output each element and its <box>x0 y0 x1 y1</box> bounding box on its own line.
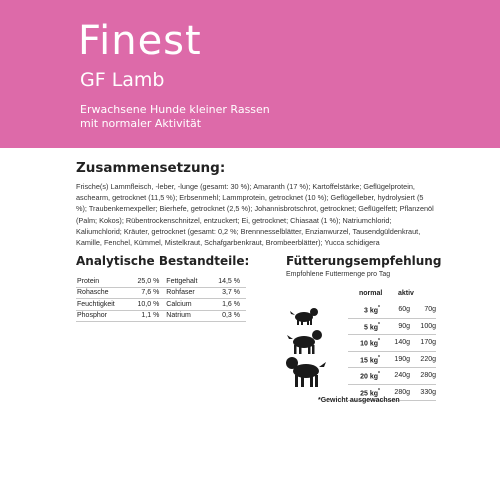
large-dog-icon <box>286 357 326 387</box>
header-banner <box>0 0 500 148</box>
analysis-value: 0,3 % <box>208 310 246 322</box>
weight-cell <box>348 302 384 318</box>
normal-amount: 190g <box>384 351 410 368</box>
composition-title: Zusammensetzung: <box>76 160 226 176</box>
weight-value: 10 kg <box>360 340 379 348</box>
analysis-label: Rohfaser <box>165 287 208 299</box>
column-header-normal: normal <box>359 290 383 297</box>
analysis-value: 25,0 % <box>128 276 166 287</box>
tagline-line-2: mit normaler Aktivität <box>80 117 202 130</box>
analysis-value: 1,6 % <box>208 299 246 311</box>
weight-cell <box>348 318 384 335</box>
table-row <box>348 318 436 335</box>
active-amount: 170g <box>410 335 436 352</box>
weight-cell <box>348 335 384 352</box>
table-row <box>348 351 436 368</box>
medium-dog-icon <box>287 330 322 354</box>
analysis-label: Calcium <box>165 299 208 311</box>
tagline <box>80 103 400 131</box>
table-row <box>348 302 436 318</box>
composition-text: Frische(s) Lammfleisch, -leber, -lunge (gesamt: 30 %); Amaranth (17 %); Kartoffelstärke; Geflügelprotein, aschearm, getrocknet (11,5 %); Erbsenmehl; Lammprotein, getrocknet (10 %); Geflügelleber, hydrolysiert (5 %); Traubenkernexpeller; Bierhefe, getrocknet (2,5 %); Johannisbrotschrot, getrocknet; Geflügelfett; Pflanzenöl (Palm; Kokos); Rübentrockenschnitzel, entzuckert; Ei, getrocknet; Chiasaat (1 %); Natriumchlorid; Kaliumchlorid; Kräuter, getrocknet (gesamt: 0,2 %; Brennnesselblätter, Enzianwurzel, Tausendgüldenkraut, Kamille, Fenchel, Kümmel, Mistelkraut, Schafgarbenkraut, Brombeerblätter); Yucca schidigera <box>76 182 434 248</box>
table-row <box>76 299 246 311</box>
normal-amount: 280g <box>384 384 410 401</box>
tagline-line-1: Erwachsene Hunde kleiner Rassen <box>80 103 270 116</box>
weight-value: 5 kg <box>364 323 379 331</box>
weight-cell <box>348 368 384 385</box>
active-amount: 330g <box>410 384 436 401</box>
analysis-label: Phosphor <box>76 310 128 322</box>
active-amount: 70g <box>410 302 436 318</box>
weight-mark: * <box>378 305 380 312</box>
small-dog-icon <box>290 308 318 325</box>
active-amount: 220g <box>410 351 436 368</box>
weight-value: 15 kg <box>360 356 379 364</box>
column-header-active: aktiv <box>398 290 414 297</box>
feeding-table <box>348 302 436 401</box>
weight-mark: * <box>378 354 380 361</box>
active-amount: 100g <box>410 318 436 335</box>
feeding-title: Fütterungsempfehlung <box>286 254 442 268</box>
analysis-label: Fettgehalt <box>165 276 208 287</box>
active-amount: 280g <box>410 368 436 385</box>
analysis-value: 1,1 % <box>128 310 166 322</box>
weight-mark: * <box>378 321 380 328</box>
analysis-value: 3,7 % <box>208 287 246 299</box>
variant-title: GF Lamb <box>80 69 165 91</box>
analysis-value: 7,6 % <box>128 287 166 299</box>
weight-value: 25 kg <box>360 389 379 397</box>
table-row <box>76 276 246 287</box>
table-row <box>76 310 246 322</box>
table-row <box>348 368 436 385</box>
normal-amount: 90g <box>384 318 410 335</box>
analysis-label: Natrium <box>165 310 208 322</box>
analysis-value: 14,5 % <box>208 276 246 287</box>
table-row <box>76 287 246 299</box>
feeding-subtitle: Empfohlene Futtermenge pro Tag <box>286 271 391 278</box>
weight-cell <box>348 351 384 368</box>
normal-amount: 140g <box>384 335 410 352</box>
analysis-title: Analytische Bestandteile: <box>76 254 250 268</box>
weight-mark: * <box>378 371 380 378</box>
brand-title: Finest <box>78 18 202 64</box>
analysis-label: Protein <box>76 276 128 287</box>
weight-value: 3 kg <box>364 307 379 315</box>
weight-value: 20 kg <box>360 373 379 381</box>
normal-amount: 60g <box>384 302 410 318</box>
dog-silhouettes <box>280 305 340 391</box>
analysis-table <box>76 276 246 322</box>
normal-amount: 240g <box>384 368 410 385</box>
feeding-footnote: *Gewicht ausgewachsen <box>318 397 400 404</box>
analysis-label: Rohasche <box>76 287 128 299</box>
analysis-value: 10,0 % <box>128 299 166 311</box>
analysis-label: Feuchtigkeit <box>76 299 128 311</box>
table-row <box>348 335 436 352</box>
weight-mark: * <box>378 387 380 394</box>
weight-mark: * <box>378 338 380 345</box>
